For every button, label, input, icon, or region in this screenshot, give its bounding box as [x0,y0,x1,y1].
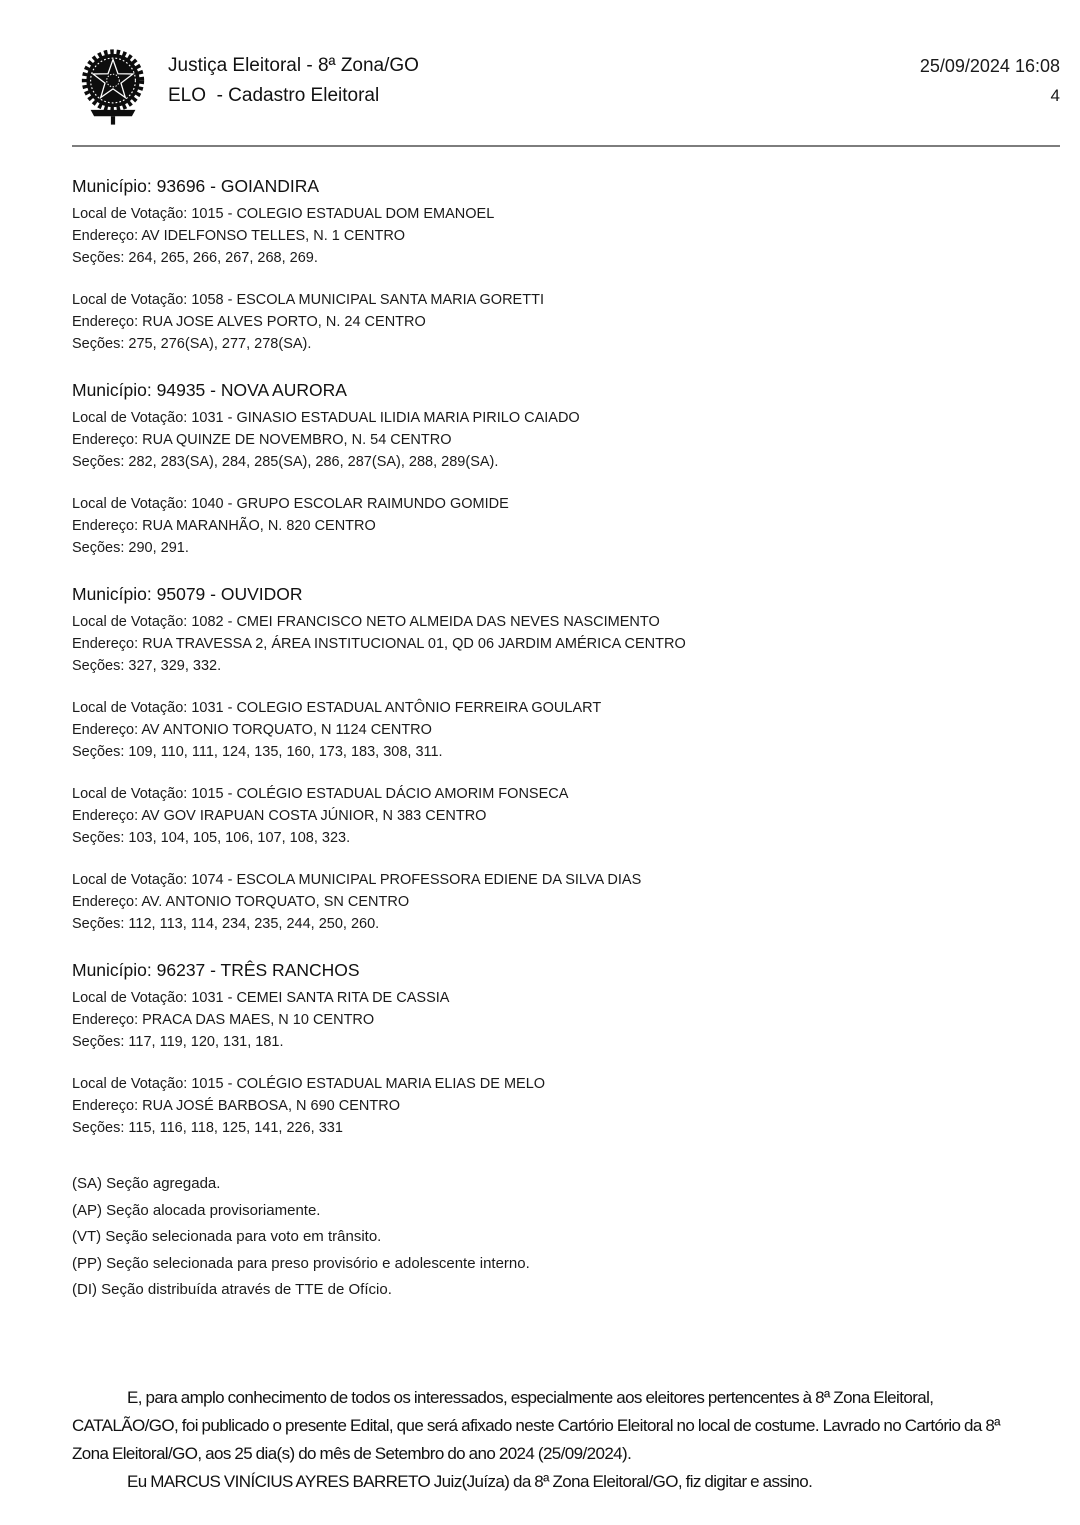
municipio-section [72,377,1025,559]
municipio-list [72,173,1025,1139]
address-line: Endereço: RUA JOSE ALVES PORTO, N. 24 CENTRO [72,314,426,330]
header-titles [168,45,920,111]
municipio-heading: Município: 94935 - NOVA AURORA [72,380,347,400]
header-datetime: 25/09/2024 16:08 [919,56,1060,76]
address-line: Endereço: PRACA DAS MAES, N 10 CENTRO [72,1012,375,1028]
address-line: Endereço: RUA QUINZE DE NOVEMBRO, N. 54 CENTRO [72,432,452,448]
header-divider [72,145,1060,147]
address-line: Endereço: AV IDELFONSO TELLES, N. 1 CENTRO [72,228,406,244]
voting-location-line: Local de Votação: 1082 - CMEI FRANCISCO NETO ALMEIDA DAS NEVES NASCIMENTO [72,614,660,630]
sections-line: Seções: 275, 276(SA), 277, 278(SA). [72,336,312,352]
page-number: 4 [1050,86,1060,105]
legend-item: (VT) Seção selecionada para voto em trânsito. [72,1228,382,1245]
municipio-heading: Município: 95079 - OUVIDOR [72,584,303,604]
address-line: Endereço: AV GOV IRAPUAN COSTA JÚNIOR, N 383 CENTRO [72,808,487,824]
closing-paragraph: E, para amplo conhecimento de todos os interessados, especialmente aos eleitores pertencentes à 8ª Zona Eleitoral, CATALÃO/GO, foi publicado o presente Edital, que será afixado neste Cartório Eleitoral no local de costume. Lavrado no Cartório da 8ª Zona Eleitoral/GO, aos 25 dia(s) do mês de Setembro do ano 2024 (25/09/2024). [72,1387,1000,1463]
legend-item: (SA) Seção agregada. [72,1175,221,1192]
legend-item: (DI) Seção distribuída através de TTE de Ofício. [72,1281,392,1298]
document-body [72,173,1060,1496]
signature-paragraph: Eu MARCUS VINÍCIUS AYRES BARRETO Juiz(Juíza) da 8ª Zona Eleitoral/GO, fiz digitar e assino. [127,1471,813,1491]
voting-location-block [72,289,1025,355]
voting-location-block [72,869,1025,935]
header-meta [920,45,1060,111]
municipio-section [72,173,1025,355]
header-title: Justiça Eleitoral - 8ª Zona/GO [168,55,419,76]
municipio-heading: Município: 96237 - TRÊS RANCHOS [72,960,360,980]
sections-line: Seções: 290, 291. [72,540,189,556]
voting-location-block [72,203,1025,269]
sections-line: Seções: 109, 110, 111, 124, 135, 160, 173, 183, 308, 311. [72,744,443,760]
voting-location-block [72,493,1025,559]
voting-location-line: Local de Votação: 1031 - CEMEI SANTA RITA DE CASSIA [72,990,450,1006]
closing-text [72,1384,1025,1496]
voting-location-block [72,697,1025,763]
voting-location-line: Local de Votação: 1074 - ESCOLA MUNICIPAL PROFESSORA EDIENE DA SILVA DIAS [72,872,642,888]
address-line: Endereço: RUA MARANHÃO, N. 820 CENTRO [72,518,376,534]
header-subtitle: ELO - Cadastro Eleitoral [168,85,380,106]
voting-location-block [72,407,1025,473]
sections-line: Seções: 117, 119, 120, 131, 181. [72,1034,284,1050]
page-header [72,45,1060,130]
sections-line: Seções: 282, 283(SA), 284, 285(SA), 286, 287(SA), 288, 289(SA). [72,454,499,470]
voting-location-line: Local de Votação: 1015 - COLEGIO ESTADUAL DOM EMANOEL [72,206,495,222]
sections-line: Seções: 103, 104, 105, 106, 107, 108, 323. [72,830,351,846]
sections-line: Seções: 115, 116, 118, 125, 141, 226, 331 [72,1120,343,1136]
address-line: Endereço: RUA TRAVESSA 2, ÁREA INSTITUCIONAL 01, QD 06 JARDIM AMÉRICA CENTRO [72,636,686,652]
voting-location-line: Local de Votação: 1031 - GINASIO ESTADUAL ILIDIA MARIA PIRILO CAIADO [72,410,580,426]
voting-location-line: Local de Votação: 1058 - ESCOLA MUNICIPAL SANTA MARIA GORETTI [72,292,544,308]
voting-location-block [72,987,1025,1053]
voting-location-line: Local de Votação: 1040 - GRUPO ESCOLAR RAIMUNDO GOMIDE [72,496,509,512]
address-line: Endereço: AV ANTONIO TORQUATO, N 1124 CENTRO [72,722,432,738]
sections-line: Seções: 264, 265, 266, 267, 268, 269. [72,250,318,266]
voting-location-block [72,611,1025,677]
municipio-section [72,581,1025,935]
voting-location-line: Local de Votação: 1031 - COLEGIO ESTADUAL ANTÔNIO FERREIRA GOULART [72,700,602,716]
municipio-heading: Município: 93696 - GOIANDIRA [72,176,320,196]
municipio-section [72,957,1025,1139]
voting-location-line: Local de Votação: 1015 - COLÉGIO ESTADUAL DÁCIO AMORIM FONSECA [72,786,569,802]
sections-line: Seções: 327, 329, 332. [72,658,222,674]
voting-location-block [72,783,1025,849]
address-line: Endereço: AV. ANTONIO TORQUATO, SN CENTRO [72,894,410,910]
voting-location-block [72,1073,1025,1139]
sections-line: Seções: 112, 113, 114, 234, 235, 244, 250, 260. [72,916,380,932]
voting-location-line: Local de Votação: 1015 - COLÉGIO ESTADUAL MARIA ELIAS DE MELO [72,1076,546,1092]
legend-item: (AP) Seção alocada provisoriamente. [72,1201,321,1219]
address-line: Endereço: RUA JOSÉ BARBOSA, N 690 CENTRO [72,1098,400,1114]
coat-of-arms-icon [78,45,148,130]
section-code-legend [72,1171,1025,1304]
legend-item: (PP) Seção selecionada para preso provisório e adolescente interno. [72,1254,530,1272]
